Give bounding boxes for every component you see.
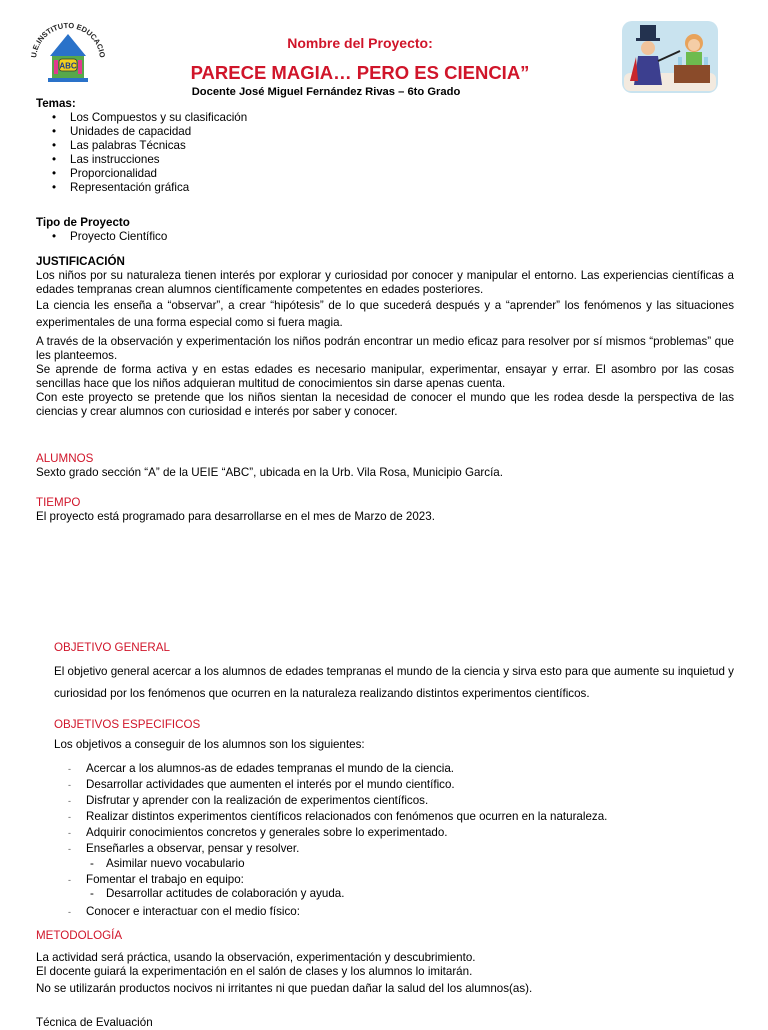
objetivo-general-section <box>54 641 738 705</box>
objetivos-list-wrapper <box>52 761 752 919</box>
list-item: • Las instrucciones <box>36 153 247 167</box>
objetivos-intro: Los objetivos a conseguir de los alumnos son los siguientes: <box>54 738 365 751</box>
objetivos-especificos-section <box>54 718 365 752</box>
evaluacion-heading: Técnica de Evaluación <box>36 1016 153 1029</box>
tipo-list <box>36 230 167 244</box>
list-item: • Las palabras Técnicas <box>36 139 247 153</box>
objetivo-general-text: El objetivo general acercar a los alumnos de edades tempranas el mundo de la ciencia y sirva esto para que aumente su inquietud y curiosidad por los fenómenos que ocurren en la naturaleza realizando distintos experimentos científicos. <box>54 665 734 700</box>
tiempo-text: El proyecto está programado para desarrollarse en el mes de Marzo de 2023. <box>36 510 435 523</box>
tiempo-section <box>36 496 435 524</box>
tipo-heading: Tipo de Proyecto <box>36 216 130 229</box>
teacher-line: Docente José Miguel Fernández Rivas – 6to Grado <box>191 86 461 98</box>
objetivos-list <box>52 761 752 857</box>
project-label: Nombre del Proyecto: <box>287 35 433 51</box>
tipo-section <box>36 216 167 244</box>
justificacion-paragraph: A través de la observación y experimentación los niños podrán encontrar un medio eficaz para resolver por sí mismos “problemas” que les planteemos. <box>36 335 734 362</box>
logo-text: U.E.INSTITUTO EDUCACIO <box>29 20 107 59</box>
justificacion-section <box>36 255 734 419</box>
objetivo-general-heading: OBJETIVO GENERAL <box>54 641 170 654</box>
metodologia-section <box>36 929 532 996</box>
sub-list-item: - Desarrollar actitudes de colaboración y ayuda. <box>52 887 752 901</box>
alumnos-heading: ALUMNOS <box>36 452 94 465</box>
justificacion-heading: JUSTIFICACIÓN <box>36 255 125 268</box>
temas-list <box>36 111 247 195</box>
list-item: - Enseñarles a observar, pensar y resolver. <box>52 841 752 857</box>
objetivos-list-end <box>52 905 752 919</box>
metodologia-line: No se utilizarán productos nocivos ni irritantes ni que puedan dañar la salud del los alumnos(as). <box>36 982 533 995</box>
temas-section <box>36 97 247 195</box>
sub-list-item: - Asimilar nuevo vocabulario <box>52 857 752 871</box>
justificacion-paragraph: Con este proyecto se pretende que los niños sientan la necesidad de conocer el mundo que les rodea desde la perspectiva de las ciencias y crear alumnos con curiosidad e interés por saber y conocer. <box>36 391 734 418</box>
alumnos-text: Sexto grado sección “A” de la UEIE “ABC”, ubicada en la Urb. Vila Rosa, Municipio García. <box>36 466 503 479</box>
list-item: - Fomentar el trabajo en equipo: <box>52 873 752 887</box>
project-title: PARECE MAGIA… PERO ES CIENCIA” <box>190 62 530 83</box>
list-item: - Desarrollar actividades que aumenten el interés por el mundo científico. <box>52 777 752 793</box>
list-item: - Realizar distintos experimentos científicos relacionados con fenómenos que ocurren en la naturaleza. <box>52 809 752 825</box>
list-item: • Unidades de capacidad <box>36 125 247 139</box>
objetivos-list-cont <box>52 873 752 887</box>
list-item: - Disfrutar y aprender con la realización de experimentos científicos. <box>52 793 752 809</box>
tiempo-heading: TIEMPO <box>36 496 81 509</box>
metodologia-line: La actividad será práctica, usando la observación, experimentación y descubrimiento. <box>36 951 476 964</box>
list-item: • Proporcionalidad <box>36 167 247 181</box>
list-item: - Acercar a los alumnos-as de edades tempranas el mundo de la ciencia. <box>52 761 752 777</box>
list-item: - Conocer e interactuar con el medio físico: <box>52 905 752 919</box>
list-item: • Proyecto Científico <box>36 230 167 244</box>
alumnos-section <box>36 452 503 480</box>
metodologia-heading: METODOLOGÍA <box>36 929 123 942</box>
list-item: • Representación gráfica <box>36 181 247 195</box>
objetivos-especificos-heading: OBJETIVOS ESPECIFICOS <box>54 718 201 731</box>
justificacion-paragraph: Se aprende de forma activa y en estas edades es necesario manipular, experimentar, ensayar y errar. El asombro por las cosas sencillas hace que los niños adquieran multitud de conocimientos sin darse apenas cuenta. <box>36 363 734 390</box>
justificacion-paragraph: Los niños por su naturaleza tienen interés por explorar y curiosidad por conocer y manipular el entorno. Las experiencias científicas a edades tempranas crean alumnos científicamente competentes en edades posteriores. <box>36 269 734 296</box>
justificacion-paragraph: La ciencia les enseña a “observar”, a crear “hipótesis” de lo que sucederá después y a “aprender” los fenómenos y las situaciones experimentales de una forma especial como si fuera magia. <box>36 299 734 329</box>
list-item: • Los Compuestos y su clasificación <box>36 111 247 125</box>
logo-badge: ABC <box>59 61 77 71</box>
metodologia-line: El docente guiará la experimentación en el salón de clases y los alumnos lo imitarán. <box>36 965 473 978</box>
temas-heading: Temas: <box>36 97 76 110</box>
list-item: - Adquirir conocimientos concretos y generales sobre lo experimentado. <box>52 825 752 841</box>
